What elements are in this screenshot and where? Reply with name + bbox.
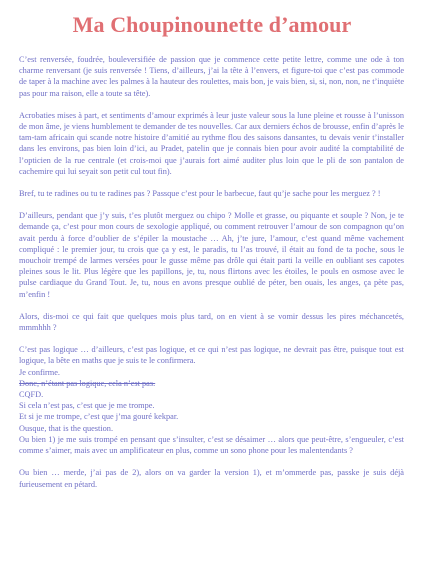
line-3: CQFD. <box>19 390 44 400</box>
line-6: Ousque, that is the question. <box>19 423 114 433</box>
line-1: Je confirme. <box>19 367 61 377</box>
paragraph-7: Ou bien 1) je me suis trompé en pensant que s’insulter, c’est se désaimer … alors que peut-être, s’engueuler, c’est comme s’aimer, mais avec un amplificateur en plus, comme un sono phone pour les malentendants ? <box>19 434 404 456</box>
letter-body <box>19 54 404 490</box>
line-4: Si cela n’est pas, c’est que je me trompe. <box>19 401 155 411</box>
paragraph-5: Alors, dis-moi ce qui fait que quelques mois plus tard, on en vient à se vomir dessus les pires méchancetés, mmmhhh ? <box>19 311 404 333</box>
letter-title: Ma Choupinounette d’amour <box>72 12 352 37</box>
paragraph-4: D’ailleurs, pendant que j’y suis, t’es plutôt merguez ou chipo ? Molle et grasse, ou piquante et souple ? Non, je te demande ça, c’est pour mon cours de sexologie appliqué, ou comment retrouver l’amour de son compagnon qu’on avait perdu à force d’oublier de s’épiler la moustache … Ah, j’te jure, l’amour, c’est quand même vachement compliqué : le premier jour, tu crois que ça y est, le paradis, tu l’as trouvé, il était au fond de ta poche, sous le mouchoir trempé de larmes versées pour le gusse même pas drôle qui était parti la veille en oubliant ses capotes pleines sous le lit. Plus légère que les papillons, je, tu, nous flirtons avec les étoiles, le pouls en osmose avec le pulse cardiaque du Grand Tout. Je, tu, nous en avons presque oublié de péter, ben ouais, les anges, ça pète pas, m’enfin ! <box>19 211 404 299</box>
paragraph-6: C’est pas logique … d’ailleurs, c’est pas logique, et ce qui n’est pas logique, ne devrait pas être, puisque tout est logique, la bête en maths que je suis te le confirmera. <box>19 345 404 366</box>
line-5: Et si je me trompe, c’est que j’ma gouré kekpar. <box>19 412 179 422</box>
paragraph-8: Ou bien … merde, j’ai pas de 2), alors on va garder la version 1), et m’ommerde pas, passke je suis déjà furieusement en pétard. <box>19 468 404 489</box>
short-lines-block <box>19 367 404 434</box>
paragraph-1: C’est renversée, foudrée, bouleversifiée de passion que je commence cette petite lettre, comme une ode à ton charme renversant (je suis renversée ! Tiens, d’ailleurs, j’ai la tête à l’envers, et figure-toi que c’est pas commode de taper à la machine avec les palmes à la hauteur des roulettes, mais bon, je vais bien, si, si, non, non, ne t’inquiète pas pour ma raison, elle a toute sa tête). <box>19 55 404 98</box>
paragraph-3: Bref, tu te radines ou tu te radines pas ? Passque c’est pour le barbecue, faut qu’je sache pour les merguez ? ! <box>19 189 381 199</box>
paragraph-2: Acrobaties mises à part, et sentiments d’amour exprimés à leur juste valeur sous la lune pleine et rousse à l’unisson de mon âme, je viens humblement te demander de tes nouvelles. Car aux derniers échos de brousse, enfin d’après le tam-tam africain qui scande notre histoire d’amitié au rythme flou des saisons dansantes, tu devais venir t’installer dans les environs, pas bien loin d’ici, au Pradet, patelin que je connais bien pour avoir audité la comptabilité de l’opticien de la rue centrale (et crois-moi que j’aurais fort aimé auditer plus loin que le pli de son pantalon de cachemire qui lui seyait son petit cul tout fin). <box>19 110 404 176</box>
line-2: Donc, n’étant pas logique, cela n’est pas. <box>19 378 156 388</box>
